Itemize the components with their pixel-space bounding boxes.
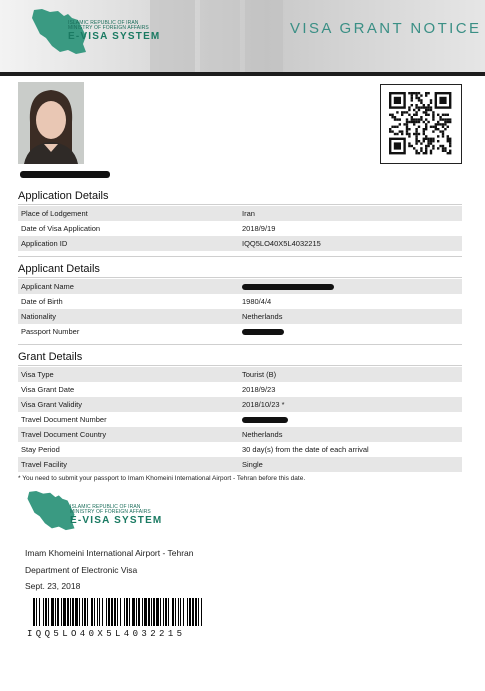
row-label: Nationality (21, 312, 57, 321)
logo-brand: E-VISA SYSTEM (70, 515, 163, 526)
row-label: Travel Facility (21, 460, 67, 469)
row-label: Stay Period (21, 445, 60, 454)
row-value: Single (242, 460, 263, 469)
row-label: Date of Birth (21, 297, 63, 306)
table-row (18, 427, 462, 442)
table-row (18, 206, 462, 221)
issue-date: Sept. 23, 2018 (25, 581, 81, 591)
row-label: Applicant Name (21, 282, 74, 291)
redacted-value (242, 284, 334, 290)
footer-logo-text (70, 505, 162, 526)
row-label: Visa Grant Validity (21, 400, 82, 409)
table-row (18, 309, 462, 324)
row-value: Tourist (B) (242, 370, 277, 379)
row-label: Travel Document Number (21, 415, 107, 424)
logo-line-2: MINISTRY OF FOREIGN AFFAIRS (70, 509, 151, 515)
row-value: 2018/9/23 (242, 385, 276, 394)
table-row (18, 294, 462, 309)
section-rule (18, 277, 462, 278)
table-row (18, 382, 462, 397)
barcode-text: IQQ5LO40X5L4032215 (27, 629, 186, 639)
row-value: 2018/9/19 (242, 224, 276, 233)
logo-brand: E-VISA SYSTEM (68, 31, 161, 42)
table-row (18, 221, 462, 236)
page-title: VISA GRANT NOTICE (290, 20, 482, 37)
section-rule (18, 256, 462, 257)
section-rule (18, 204, 462, 205)
table-row (18, 236, 462, 251)
row-value: 1980/4/4 (242, 297, 272, 306)
row-label: Application ID (21, 239, 68, 248)
logo-line-1: ISLAMIC REPUBLIC OF IRAN (70, 504, 141, 510)
barcode (33, 598, 205, 626)
row-value: 30 day(s) from the date of each arrival (242, 445, 369, 454)
redacted-applicant-name (20, 171, 110, 178)
row-label: Visa Grant Date (21, 385, 75, 394)
barcode-bar (202, 598, 205, 626)
row-label: Date of Visa Application (21, 224, 101, 233)
row-label: Travel Document Country (21, 430, 107, 439)
table-row (18, 457, 462, 472)
row-label: Passport Number (21, 327, 80, 336)
section-rule (18, 365, 462, 366)
applicant-photo (18, 82, 84, 164)
row-value: IQQ5LO40X5L4032215 (242, 239, 321, 248)
section-title-application: Application Details (18, 190, 109, 202)
table-row (18, 412, 462, 427)
table-row (18, 367, 462, 382)
row-value: Iran (242, 209, 255, 218)
section-title-applicant: Applicant Details (18, 263, 100, 275)
table-row (18, 397, 462, 412)
row-value: Netherlands (242, 430, 283, 439)
footnote: * You need to submit your passport to Imam Khomeini International Airport - Tehran before this date. (18, 475, 306, 482)
section-rule (18, 344, 462, 345)
table-row (18, 279, 462, 294)
department-line: Department of Electronic Visa (25, 565, 138, 575)
section-title-grant: Grant Details (18, 351, 83, 363)
redacted-value (242, 329, 284, 335)
row-value: 2018/10/23 * (242, 400, 285, 409)
logo-line-2: MINISTRY OF FOREIGN AFFAIRS (68, 25, 149, 31)
row-value: Netherlands (242, 312, 283, 321)
row-label: Place of Lodgement (21, 209, 88, 218)
qr-code (380, 84, 462, 164)
issuer-line: Imam Khomeini International Airport - Tehran (25, 548, 194, 558)
logo-line-1: ISLAMIC REPUBLIC OF IRAN (68, 20, 139, 26)
header-divider (0, 72, 485, 76)
row-label: Visa Type (21, 370, 54, 379)
redacted-value (242, 417, 288, 423)
header-logo-text (68, 21, 160, 42)
table-row (18, 442, 462, 457)
table-row (18, 324, 462, 339)
